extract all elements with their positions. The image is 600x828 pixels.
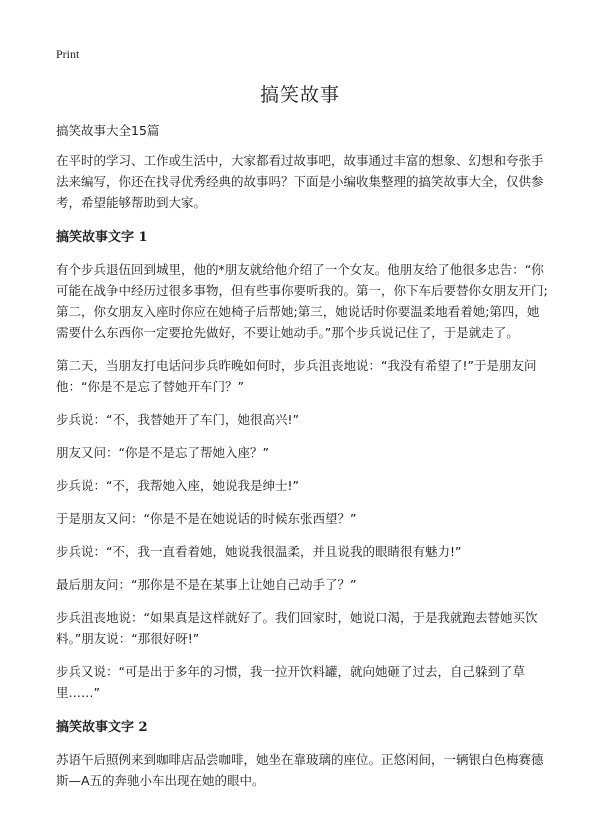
document-subtitle: 搞笑故事大全15篇 [56,123,160,138]
story-paragraph: 步兵沮丧地说：“如果真是这样就好了。我们回家时，她说口渴，于是我就跑去替她买饮料。”朋友说：“那很好呀!” [56,610,538,646]
story-paragraph: 步兵说：“不，我替她开了车门，她很高兴!” [56,412,299,427]
section-heading-2: 搞笑故事文字 2 [56,720,148,735]
intro-paragraph: 在平时的学习、工作或生活中，大家都看过故事吧，故事通过丰富的想象、幻想和夸张手法来编写，你还在找寻优秀经典的故事吗？下面是小编收集整理的搞笑故事大全，仅供参考，希望能够帮助到大家。 [56,153,544,210]
story-paragraph: 有个步兵退伍回到城里，他的*朋友就给他介绍了一个女友。他朋友给了他很多忠告：“你可能在战争中经历过很多事物，但有些事你要听我的。第一，你下车后要替你女朋友开门;第二，你女朋友入座时你应在她椅子后帮她;第三，她说话时你要温柔地看着她;第四，她需要什么东西你一定要抢先做好，不要让她动手。”那个步兵说记住了，于是就走了。 [56,262,548,340]
story-paragraph: 步兵说：“不，我一直看着她，她说我很温柔，并且说我的眼睛很有魅力!” [56,544,462,559]
story-paragraph: 于是朋友又问：“你是不是在她说话的时候东张西望？” [56,511,357,526]
story-paragraph: 步兵说：“不，我帮她入座，她说我是绅士!” [56,478,299,493]
story-paragraph: 朋友又问：“你是不是忘了帮她入座？” [56,445,269,460]
story-paragraph: 步兵又说：“可是出于多年的习惯，我一拉开饮料罐，就向她砸了过去，自己躲到了草里……” [56,664,525,700]
document-body [56,120,550,803]
story-paragraph: 最后朋友问：“那你是不是在某事上让她自己动手了？” [56,577,357,592]
print-link[interactable]: Print [56,47,80,61]
section-heading-1: 搞笑故事文字 1 [56,230,148,245]
page-title: 搞笑故事 [259,84,340,106]
story-paragraph: 第二天，当朋友打电话问步兵昨晚如何时，步兵沮丧地说：“我没有希望了!”于是朋友问他：“你是不是忘了替她开车门？” [56,358,537,394]
story-paragraph: 苏语午后照例来到咖啡店品尝咖啡，她坐在靠玻璃的座位。正悠闲间，一辆银白色梅赛德斯—A五的奔驰小车出现在她的眼中。 [56,752,544,788]
